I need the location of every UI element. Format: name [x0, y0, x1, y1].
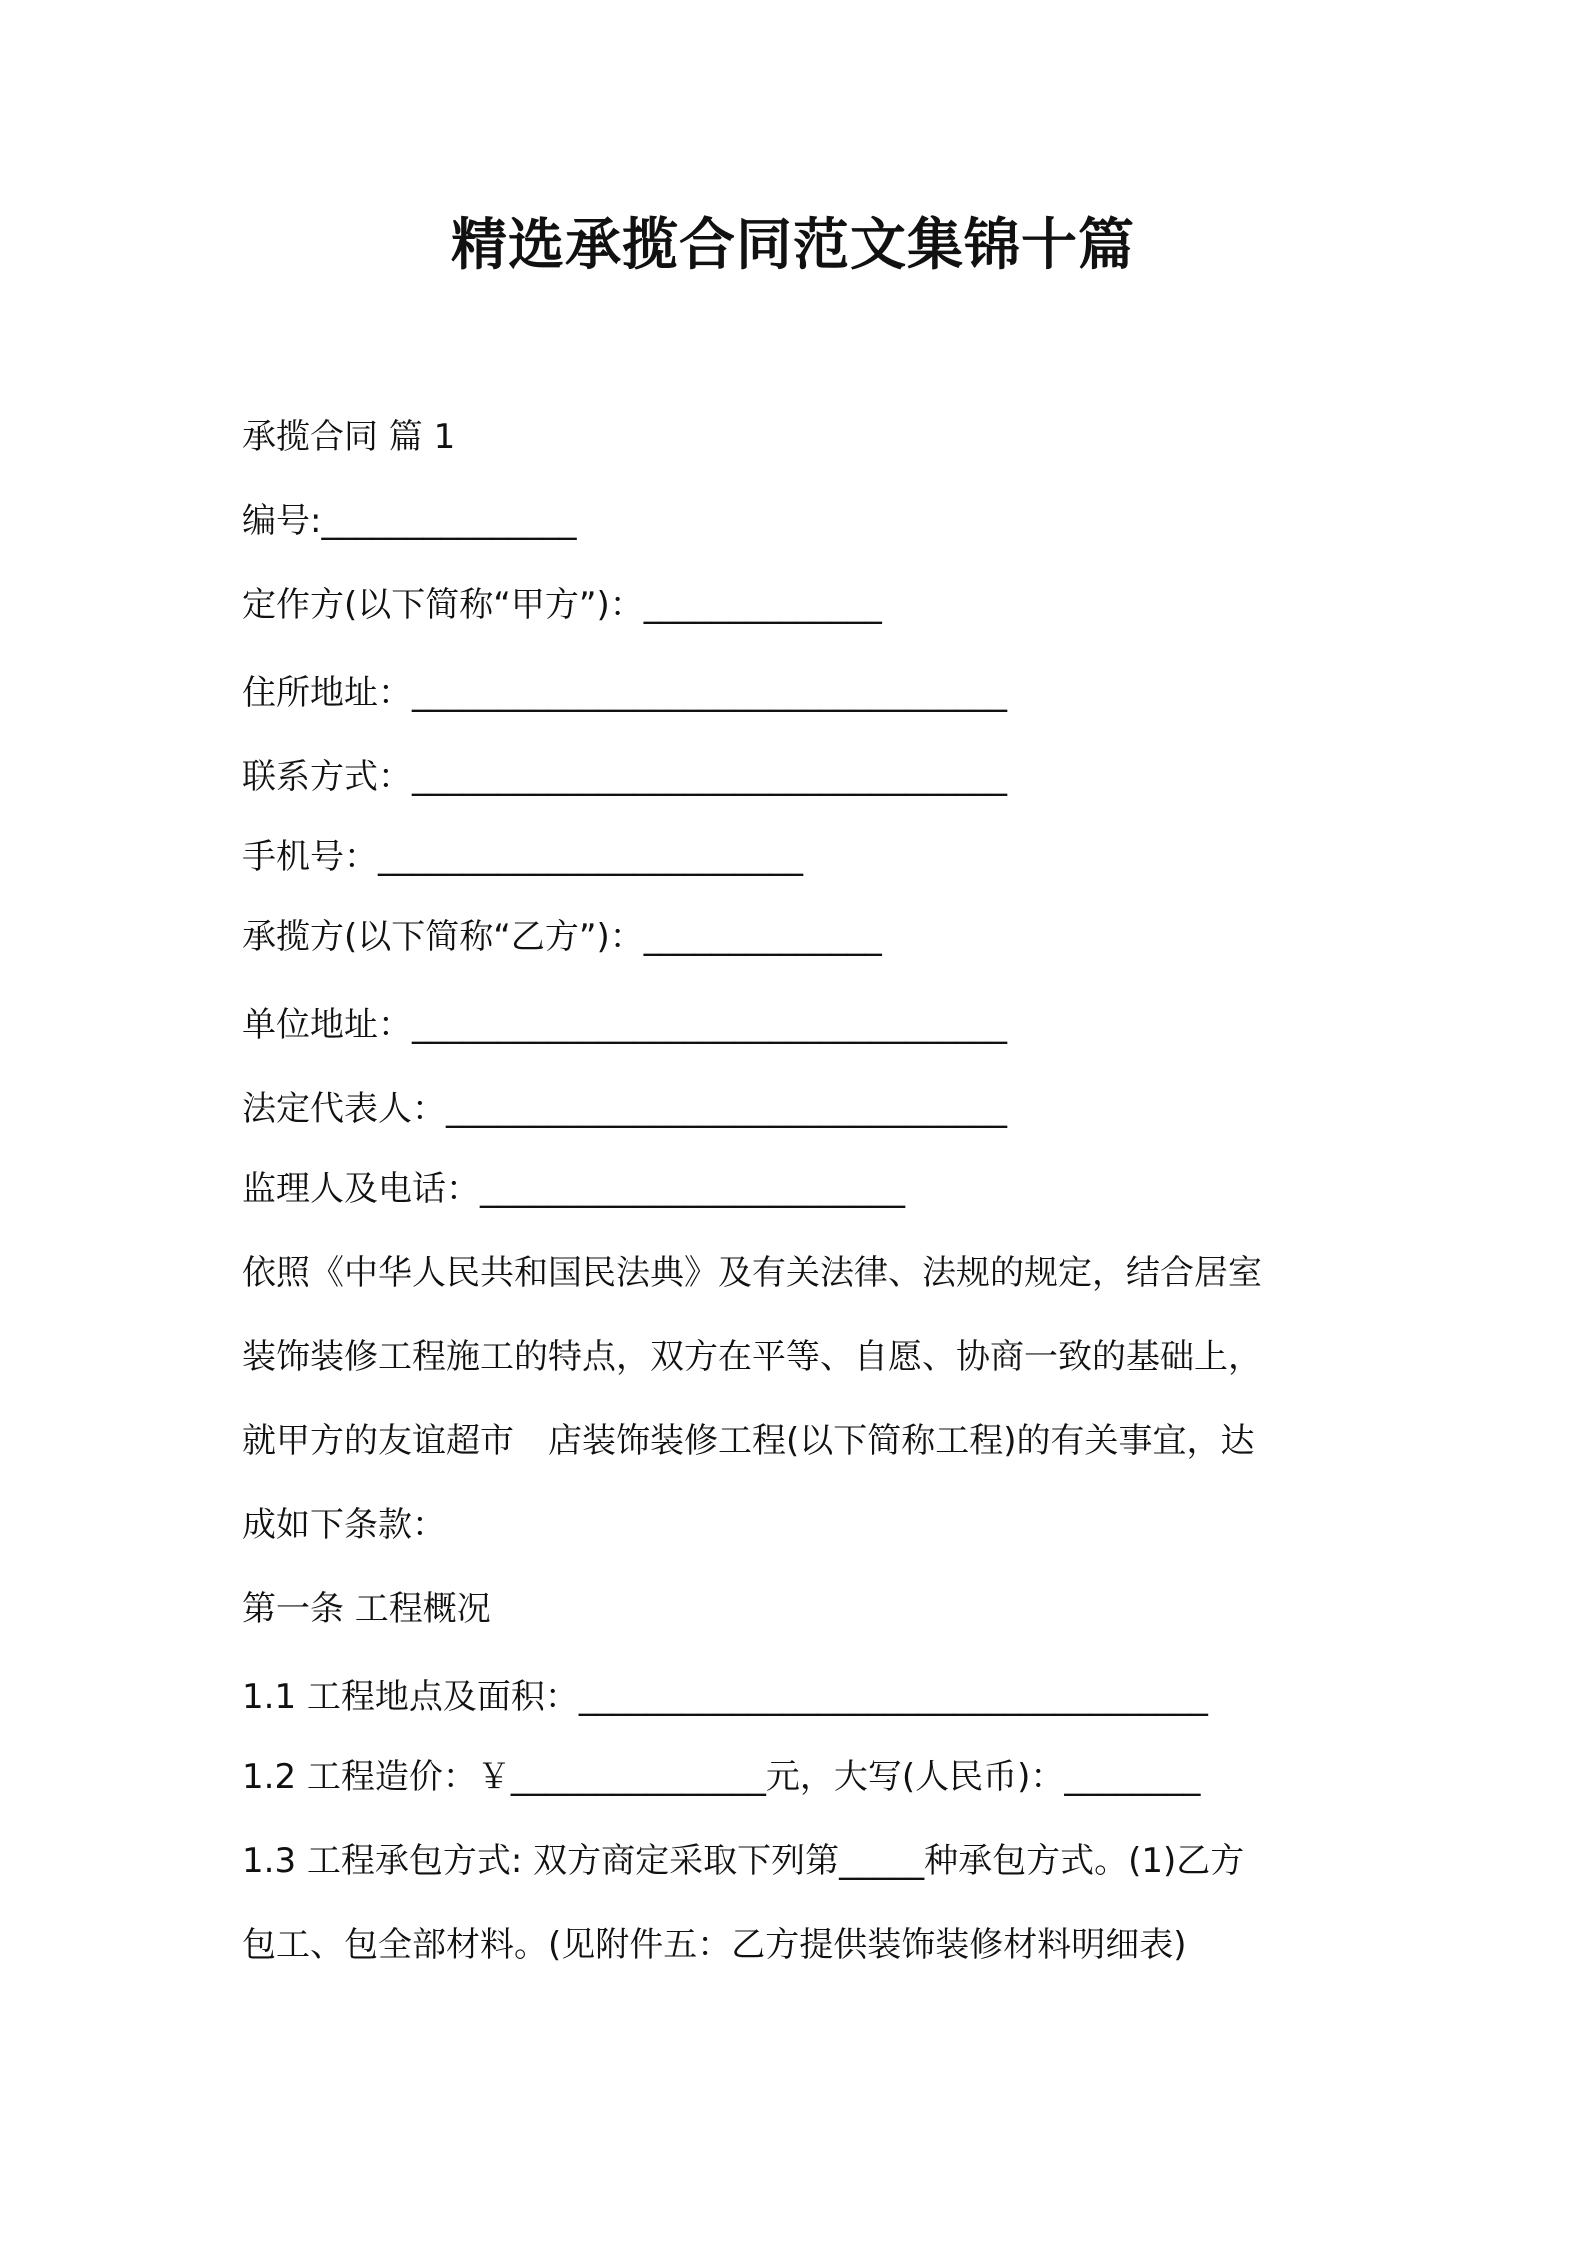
- preamble-line: 依照《中华人民共和国民法典》及有关法律、法规的规定，结合居室: [242, 1253, 1262, 1293]
- clause-line: 1.2 工程造价：￥_______________元，大写(人民币)：________: [242, 1757, 1201, 1797]
- preamble-line: 就甲方的友谊超市 店装饰装修工程(以下简称工程)的有关事宜，达: [242, 1421, 1255, 1461]
- legal-representative-field: 法定代表人：_________________________________: [242, 1089, 1007, 1129]
- clause-line: 1.1 工程地点及面积：_____________________________________: [242, 1677, 1208, 1717]
- party-b-field: 承揽方(以下简称“乙方”)：______________: [242, 917, 882, 957]
- section-heading: 承揽合同 篇 1: [242, 417, 456, 457]
- document-title: 精选承揽合同范文集锦十篇: [451, 213, 1135, 278]
- unit-address-field: 单位地址：___________________________________: [242, 1005, 1007, 1045]
- contact-field: 联系方式：___________________________________: [242, 757, 1007, 797]
- contract-number-field: 编号:_______________: [242, 501, 577, 541]
- clause-line: 1.3 工程承包方式: 双方商定采取下列第_____种承包方式。(1)乙方: [242, 1841, 1245, 1881]
- preamble-line: 成如下条款：: [242, 1505, 446, 1545]
- party-a-field: 定作方(以下简称“甲方”)：______________: [242, 585, 882, 625]
- preamble-line: 装饰装修工程施工的特点，双方在平等、自愿、协商一致的基础上，: [242, 1337, 1262, 1377]
- address-field: 住所地址：___________________________________: [242, 673, 1007, 713]
- supervisor-phone-field: 监理人及电话：_________________________: [242, 1169, 905, 1209]
- clause-line: 包工、包全部材料。(见附件五：乙方提供装饰装修材料明细表): [242, 1925, 1187, 1965]
- article-heading: 第一条 工程概况: [242, 1589, 491, 1629]
- mobile-field: 手机号：_________________________: [242, 837, 803, 877]
